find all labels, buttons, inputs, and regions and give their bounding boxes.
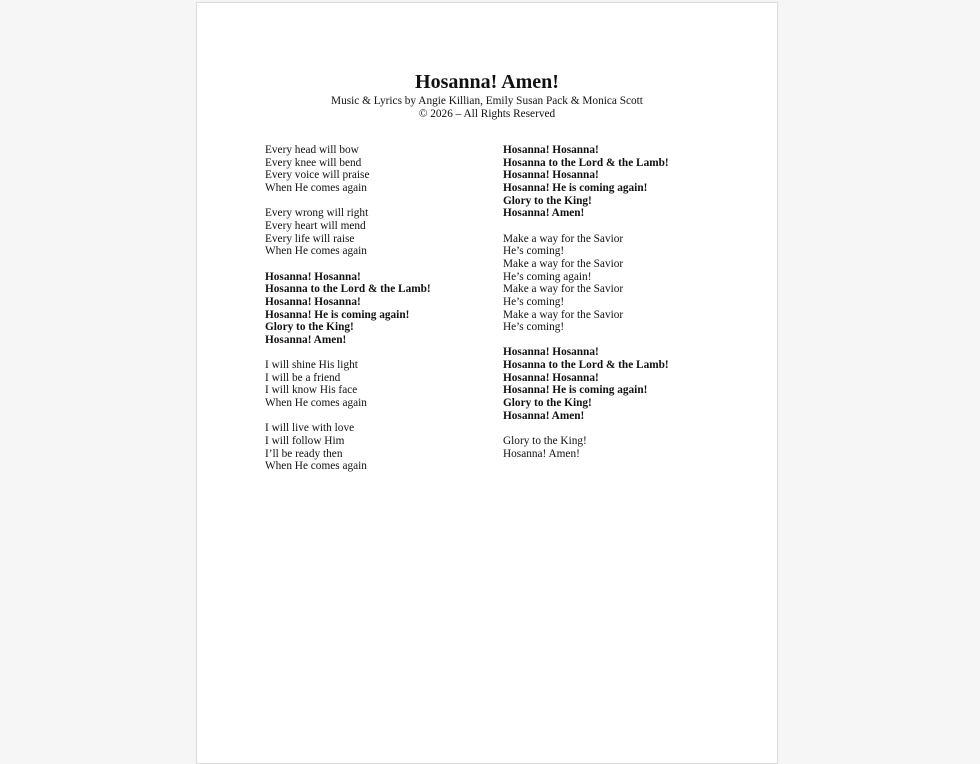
lyric-line: Hosanna! He is coming again! [503,384,648,397]
lyric-line: I will live with love [265,422,355,435]
verse-stanza [503,435,669,460]
lyric-line: Every heart will mend [265,219,366,232]
document-page [196,2,778,764]
lyric-line: Hosanna to the Lord & the Lamb! [265,283,431,296]
song-title: Hosanna! Amen! [415,71,559,93]
lyric-line: Glory to the King! [503,194,592,207]
lyric-line: Every knee will bend [265,156,362,169]
verse-stanza [265,207,431,258]
song-header [197,69,777,120]
song-copyright: © 2026 – All Rights Reserved [418,107,556,120]
lyric-line: Glory to the King! [265,321,354,334]
lyric-line: He’s coming! [503,295,565,308]
chorus-stanza [503,346,669,422]
lyric-line: I will know His face [265,384,358,397]
lyric-line: Hosanna! He is coming again! [265,308,410,321]
verse-stanza [265,359,431,410]
lyric-line: I will shine His light [265,359,358,372]
lyric-line: Every wrong will right [265,207,369,220]
lyric-line: Hosanna! He is coming again! [503,181,648,194]
chorus-stanza [265,271,431,347]
lyrics-left-column [265,144,431,486]
lyric-line: I will be a friend [265,371,341,384]
lyric-line: Make a way for the Savior [503,257,624,270]
verse-stanza [265,144,431,195]
lyric-line: Hosanna! Hosanna! [503,346,599,359]
chorus-stanza [503,144,669,220]
lyric-line: Make a way for the Savior [503,283,624,296]
lyrics-right-column [503,144,669,473]
lyric-line: He’s coming! [503,245,565,258]
lyric-line: Every life will raise [265,232,355,245]
lyric-line: When He comes again [265,181,367,194]
lyric-line: Hosanna to the Lord & the Lamb! [503,359,669,372]
lyric-line: Hosanna! Amen! [503,409,585,422]
lyric-line: When He comes again [265,245,367,258]
lyric-line: When He comes again [265,397,367,410]
lyric-line: He’s coming! [503,321,565,334]
lyric-line: He’s coming again! [503,270,592,283]
lyric-line: Make a way for the Savior [503,308,624,321]
lyric-line: Hosanna! Amen! [503,207,585,220]
lyric-line: Every voice will praise [265,169,370,182]
lyric-line: I’ll be ready then [265,447,343,460]
lyric-line: Hosanna! Amen! [265,333,347,346]
lyric-line: I will follow Him [265,435,345,448]
lyric-line: Hosanna! Hosanna! [265,295,361,308]
verse-stanza [265,422,431,473]
lyric-line: Make a way for the Savior [503,232,624,245]
lyric-line: Hosanna! Hosanna! [503,169,599,182]
lyric-line: Hosanna! Hosanna! [265,270,361,283]
lyric-line: Hosanna to the Lord & the Lamb! [503,156,669,169]
lyric-line: Hosanna! Hosanna! [503,371,599,384]
verse-stanza [503,233,669,334]
lyric-line: Hosanna! Amen! [503,447,580,460]
lyric-line: Glory to the King! [503,435,587,448]
lyric-line: Glory to the King! [503,397,592,410]
lyric-line: When He comes again [265,460,367,473]
song-credit: Music & Lyrics by Angie Killian, Emily Susan Pack & Monica Scott [331,95,643,107]
lyric-line: Hosanna! Hosanna! [503,144,599,156]
lyric-line: Every head will bow [265,144,359,156]
